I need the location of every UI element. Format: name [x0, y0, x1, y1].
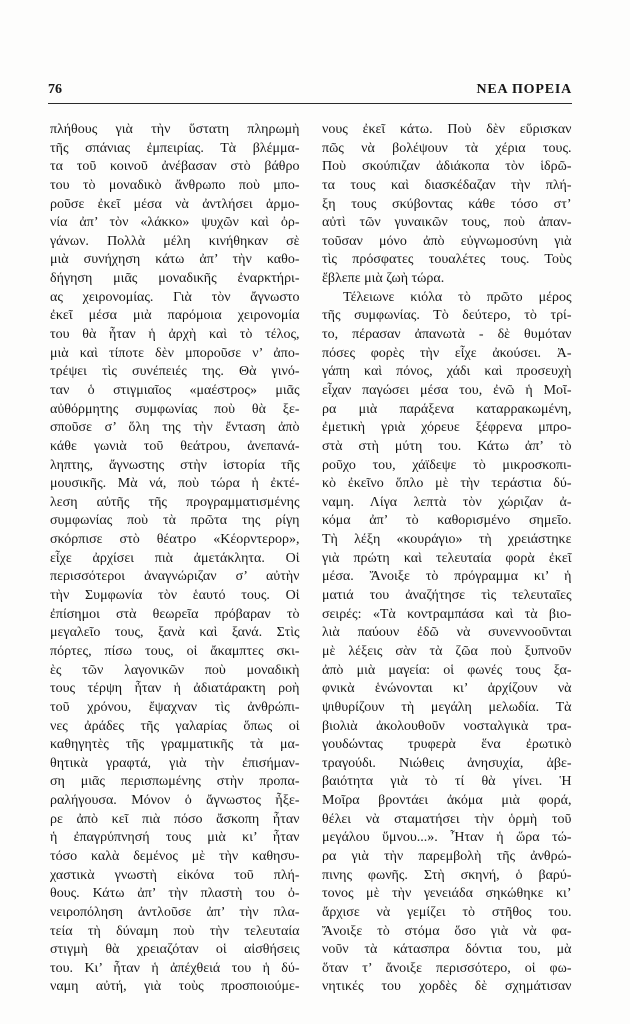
line-text: πόσες φορὲς τὴν εἶχε ἀκούσει. Ἀ-: [322, 345, 572, 361]
text-line: [322, 177, 572, 196]
text-line: [50, 158, 300, 177]
text-line: [322, 606, 572, 625]
paragraph: [322, 289, 572, 997]
line-text: Ἄνοιξε τὸ στόμα ὅσο γιὰ νὰ φα-: [322, 923, 572, 939]
text-line: [50, 457, 300, 476]
line-text: νειροπόληση ἀντλοῦσε ἀπ’ τὴν πλα-: [50, 904, 300, 920]
text-line: [50, 438, 300, 457]
line-text: ναμη. Λίγα λεπτὰ τὸν χώριζαν ἀ-: [322, 494, 572, 510]
line-text: ξη τους σκύβοντας κάθε τόσο στ’: [322, 196, 572, 212]
text-line: [322, 158, 572, 177]
text-line: [322, 960, 572, 979]
line-text: σειρές: «Τὰ κοντραμπάσα καὶ τὰ βιο-: [322, 606, 572, 622]
text-line: [50, 177, 300, 196]
text-line: [322, 475, 572, 494]
line-text: κάθε γωνιὰ τοῦ θεάτρου, ἀνεπανά-: [50, 438, 300, 454]
text-line: [50, 401, 300, 420]
line-text: βιολιὰ ἀκολουθοῦν νοσταλγικὰ τρα-: [322, 718, 572, 734]
line-text: τραγούδι. Νιώθεις ἀνησυχία, ἀβε-: [322, 755, 572, 771]
text-line: [50, 829, 300, 848]
line-text: μιὰ καὶ τίποτε δὲν μποροῦσε ν’ ἀπο-: [50, 345, 300, 361]
text-line: [322, 438, 572, 457]
line-text: νους ἐκεῖ κάτω. Ποὺ δὲν εὕρισκαν: [322, 122, 572, 137]
line-text: ας χειρονομίας. Γιὰ τὸν ἄγνωστο: [50, 289, 300, 305]
line-text: μέσα. Ἄνοιξε τὸ πρόγραμμα κι’ ἡ: [322, 569, 572, 585]
line-text: ὅταν τ’ ἄνοιξε περισσότερο, οἱ φω-: [322, 960, 572, 976]
text-line: [50, 624, 300, 643]
page-number: 76: [48, 82, 62, 97]
text-line: [50, 233, 300, 252]
text-line: [322, 568, 572, 587]
line-text: γουδώντας τρυφερὰ ἕνα ἐρωτικὸ: [322, 737, 572, 753]
text-line: [322, 923, 572, 942]
line-text: Ποὺ σκούπιζαν ἀδιάκοπα τὸν ἱδρῶ-: [322, 159, 572, 175]
line-text: ραλήγουσα. Μόνον ὁ ἄγνωστος ἦξε-: [50, 793, 300, 809]
text-line: [50, 885, 300, 904]
text-line: [50, 773, 300, 792]
text-line: [322, 196, 572, 215]
line-text: γάνων. Πολλὰ μέλη κινήθηκαν σὲ: [50, 233, 300, 249]
text-line: [50, 587, 300, 606]
line-text: καθηγητὲς τῆς γραμματικῆς τὰ μα-: [50, 737, 300, 753]
line-text: λεση αὐτῆς τῆς προγραμματισμένης: [50, 494, 300, 510]
text-line: [322, 643, 572, 662]
text-line: [50, 792, 300, 811]
text-line: [322, 121, 572, 140]
line-text: τὶς πρόσφατες τουαλέτες τους. Τοὺς: [322, 252, 572, 268]
line-text: νοῦν τὰ κάτασπρα δόντια του, μὰ: [322, 942, 572, 958]
text-line: [322, 457, 572, 476]
line-text: τοῦ χρόνου, ἔψαχναν τὶς ἀνθρώπι-: [50, 699, 300, 715]
text-line: [322, 773, 572, 792]
line-text: τεία τὴ δύναμη ποὺ τὴν τελευταία: [50, 923, 300, 939]
text-line: [50, 923, 300, 942]
text-line: [50, 475, 300, 494]
text-line: [50, 363, 300, 382]
text-line: [50, 531, 300, 550]
text-line: [322, 531, 572, 550]
line-text: ἀπὸ μιὰ μαγεία: οἱ φωνές τους ξα-: [322, 662, 572, 678]
text-line: [322, 736, 572, 755]
text-line: [50, 550, 300, 569]
line-text: τόσο καλὰ δεμένος μὲ τὴν καθησυ-: [50, 848, 300, 864]
line-text: ση μιᾶς περισπωμένης στὴν προπα-: [50, 774, 300, 790]
text-column-left: [50, 121, 300, 997]
line-text: τῆς σπάνιας ἐμπειρίας. Τὰ βλέμμα-: [50, 140, 300, 156]
line-text: ἄρχισε νὰ γεμίζει τὸ στῆθος του.: [322, 904, 572, 920]
line-text: ροῦχο του, χάϊδεψε τὸ μικροσκοπι-: [322, 457, 572, 473]
text-line: [322, 755, 572, 774]
line-text: δήγηση μιᾶς μοναδικῆς ἐναρκτήρι-: [50, 271, 300, 287]
line-text: θους. Κάτω ἀπ’ τὴν πλαστὴ του ὀ-: [50, 886, 300, 902]
text-line: [50, 904, 300, 923]
text-line: [50, 755, 300, 774]
text-line: [322, 307, 572, 326]
line-text: τονος μὲ τὴν γενειάδα σηκώθηκε κι’: [322, 886, 572, 902]
line-text: αὐτὶ τῶν γυναικῶν τους, ποὺ ἀπαν-: [322, 215, 572, 231]
text-line: [50, 140, 300, 159]
line-text: μουσικῆς. Μὰ νά, ποὺ τώρα ἡ ἐκτέ-: [50, 476, 300, 492]
text-line: [50, 699, 300, 718]
text-line: [50, 680, 300, 699]
text-line: [322, 811, 572, 830]
line-text: τα τοῦ κοινοῦ ἀνέβασαν στὸ βάθρο: [50, 159, 300, 175]
text-line: [322, 550, 572, 569]
text-line: [322, 829, 572, 848]
line-text: το, πέρασαν ἀπανωτὰ - δὲ θυμόταν: [322, 327, 572, 343]
text-line: [322, 140, 572, 159]
paragraph: [322, 121, 572, 289]
line-text: του. Κι’ ἦταν ἡ ἀπέχθειά του ἡ δύ-: [50, 960, 300, 976]
text-line: [50, 326, 300, 345]
line-text: σποῦσε σ’ ὅλη της τὴν ἔνταση ἀπὸ: [50, 420, 300, 436]
line-text: κόμα ἀπ’ τὸ καθορισμένο σημεῖο.: [322, 513, 572, 529]
text-line: [322, 214, 572, 233]
text-line: [50, 941, 300, 960]
line-text: τῆς συμφωνίας. Τὸ δεύτερο, τὸ τρί-: [322, 308, 572, 324]
line-text: Τὴ λέξη «κουράγιο» τὴ χρειάστηκε: [322, 532, 572, 548]
line-text: ἐμετικὴ γριὰ χόρευε ξέφρενα μπρο-: [322, 420, 572, 436]
paragraph: [50, 121, 300, 997]
text-line: [322, 978, 572, 997]
line-text: στιγμὴ θὰ χρειαζόταν οἱ αἰσθήσεις: [50, 942, 300, 958]
line-text: θέλει νὰ σταματήσει τὴν ὁρμὴ τοῦ: [322, 811, 572, 827]
text-line: [50, 662, 300, 681]
line-text: συμφωνίας ποὺ τὰ πρῶτα της ρίγη: [50, 513, 300, 529]
line-text: ρε ἀπὸ κεῖ πιὰ πόσο ἄσκοπη ἦταν: [50, 811, 300, 827]
line-text: πλήθους γιὰ τὴν ὕστατη πληρωμὴ: [50, 122, 300, 137]
line-text: ρα μιὰ παράξενα καταρρακωμένη,: [322, 401, 572, 417]
line-text: πῶς νὰ βολέψουν τὰ χέρια τους.: [322, 140, 572, 156]
text-line: [50, 382, 300, 401]
line-text: τα τους καὶ διασκέδαζαν τὴν πλή-: [322, 177, 572, 193]
text-line: [50, 867, 300, 886]
line-text: σκόρπισε στὸ θέατρο «Κέορντερορ»,: [50, 532, 300, 548]
text-line: [50, 568, 300, 587]
text-line: [322, 251, 572, 270]
line-text: χαστικὰ γνωστὴ εἰκόνα τοῦ πλή-: [50, 867, 300, 883]
text-line: [322, 345, 572, 364]
line-text: νία ἀπ’ τὸν «λάκκο» ψυχῶν καὶ ὀρ-: [50, 215, 300, 231]
text-line: [322, 904, 572, 923]
text-line: [322, 941, 572, 960]
line-text: ἡ ἐπαγρύπνησή τους μιὰ κι’ ἦταν: [50, 830, 300, 846]
text-line: [50, 214, 300, 233]
text-line: [322, 662, 572, 681]
line-text: μὲ λέξεις σὰν τὰ ζῶα ποὺ ξυπνοῦν: [322, 643, 572, 659]
line-text: ἐπίσημοι στὰ θεωρεῖα πρόβαραν τὸ: [50, 606, 300, 622]
line-text: πόρτες, πίσω τους, οἱ ἄκαμπτες σκι-: [50, 643, 300, 659]
line-text: εἶχε ἀρχίσει πιὰ ἀμετάκλητα. Οἱ: [50, 550, 300, 566]
line-text: ροῦσε ἐκεῖ μέσα νὰ ἀντλήσει ἁρμο-: [50, 196, 300, 212]
text-line: [322, 363, 572, 382]
line-text: πινης φωνῆς. Στὴ σκηνή, ὁ βαρύ-: [322, 867, 572, 883]
text-line: [50, 345, 300, 364]
text-line: [322, 289, 572, 308]
text-line: [50, 307, 300, 326]
text-line: [322, 401, 572, 420]
text-line: [50, 121, 300, 140]
line-text: Τέλειωνε κιόλα τὸ πρῶτο μέρος: [343, 289, 572, 305]
line-text: ματιά του ἀναζήτησε τὶς τελευταῖες: [322, 588, 572, 604]
line-text: Μοῖρα βροντάει ἀκόμα μιὰ φορά,: [322, 793, 572, 809]
text-line: [322, 792, 572, 811]
text-line: [50, 978, 300, 997]
line-text: ναμη αὐτή, γιὰ τοὺς προσποιούμε-: [50, 979, 300, 995]
text-line: [50, 960, 300, 979]
text-line: [50, 270, 300, 289]
line-text: του θὰ ἦταν ἡ ἀρχὴ καὶ τὸ τέλος,: [50, 327, 300, 343]
text-line: [50, 811, 300, 830]
text-line: [50, 512, 300, 531]
header-rule: [48, 103, 572, 104]
line-text: ψιθυρίζουν τὴ μεγάλη μελωδία. Τὰ: [322, 699, 572, 715]
line-text: γάπη καὶ πόνος, χάδι καὶ προσευχὴ: [322, 364, 572, 380]
line-text: κὸ ἐκεῖνο ὅπλο μὲ τὴν τεράστια δύ-: [322, 476, 572, 492]
line-text: μιὰ συνήχηση κάτω ἀπ’ τὴν καθο-: [50, 252, 300, 268]
text-line: [50, 643, 300, 662]
line-text: νες ἀράδες τῆς γαλαρίας ὅπως οἱ: [50, 718, 300, 734]
text-line: [322, 587, 572, 606]
line-text: του τὸ μοναδικὸ ἄνθρωπο ποὺ μπο-: [50, 177, 300, 193]
line-text: τοῦσαν μόνο ἀπὸ εὐγνωμοσύνη γιὰ: [322, 233, 572, 249]
line-text: τους τέρψη ἦταν ἡ ἀδιατάρακτη ροὴ: [50, 681, 300, 697]
line-text: ταν ὁ στιγμιαῖος «μαέστρος» μιᾶς: [50, 382, 300, 398]
line-text: λιὰ παύουν ἐδῶ νὰ συνεννοοῦνται: [322, 625, 572, 641]
line-text: τὴν Συμφωνία τὸν ἑαυτό τους. Οἱ: [50, 588, 300, 604]
line-text: νητικές του χορδὲς δὲ σχημάτισαν: [322, 979, 572, 995]
line-text: αὐθόρμητης συμφωνίας ποὺ θὰ ξε-: [50, 401, 300, 417]
text-line: [322, 270, 572, 289]
text-line: [322, 512, 572, 531]
line-text: περισσότεροι ἀναγνώριζαν σ’ αὐτὴν: [50, 569, 300, 585]
text-line: [322, 885, 572, 904]
text-line: [322, 494, 572, 513]
text-line: [322, 382, 572, 401]
text-line: [322, 848, 572, 867]
text-line: [322, 699, 572, 718]
text-line: [322, 326, 572, 345]
line-text: βαιότητα γιὰ τὸ τί θὰ γίνει. Ἡ: [322, 774, 572, 790]
line-text: φνικὰ ἑνώνονται κι’ ἀρχίζουν νὰ: [322, 681, 572, 697]
line-text: μεγαλεῖο τους, ξανὰ καὶ ξανά. Στὶς: [50, 625, 300, 641]
text-line: [50, 289, 300, 308]
text-line: [50, 196, 300, 215]
line-text: εἶχαν παγώσει μέσα του, ἐνῶ ἡ Μοῖ-: [322, 382, 572, 398]
text-line: [50, 718, 300, 737]
text-line: [50, 419, 300, 438]
line-text: γιὰ πρώτη καὶ τελευταία φορὰ ἐκεῖ: [322, 550, 572, 566]
line-text: θητικὰ γραφτά, γιὰ τὴν ἐπισήμαν-: [50, 755, 300, 771]
text-line: [50, 606, 300, 625]
text-line: [50, 848, 300, 867]
line-text: ὲς τῶν λαγονικῶν ποὺ μοναδικὴ: [50, 662, 300, 678]
text-line: [50, 494, 300, 513]
line-text: μεγάλου ὕμνου...». Ἦταν ἡ ὥρα τώ-: [322, 830, 572, 846]
line-text: τρέψει τὶς συνέπειές της. Θὰ γινό-: [50, 364, 300, 380]
text-line: [322, 867, 572, 886]
text-line: [322, 624, 572, 643]
text-line: [50, 251, 300, 270]
text-column-right: [322, 121, 572, 997]
line-text: στὰ στὴ μύτη του. Κάτω ἀπ’ τὸ: [322, 438, 572, 454]
text-line: [322, 419, 572, 438]
text-line: [322, 233, 572, 252]
line-text: ἐκεῖ μέσα μιὰ παρόμοια χειρονομία: [50, 308, 300, 324]
text-line: [322, 680, 572, 699]
line-text: ρα γιὰ τὴν παρεμβολὴ τῆς ἀνθρώ-: [322, 848, 572, 864]
text-line: [50, 736, 300, 755]
running-title: ΝΕΑ ΠΟΡΕΙΑ: [476, 82, 572, 97]
text-line: [322, 718, 572, 737]
line-text: ἔβλεπε μιὰ ζωὴ τώρα.: [322, 271, 445, 287]
line-text: ληπτης, ἄγνωστης στὴν ἱστορία τῆς: [50, 457, 300, 473]
